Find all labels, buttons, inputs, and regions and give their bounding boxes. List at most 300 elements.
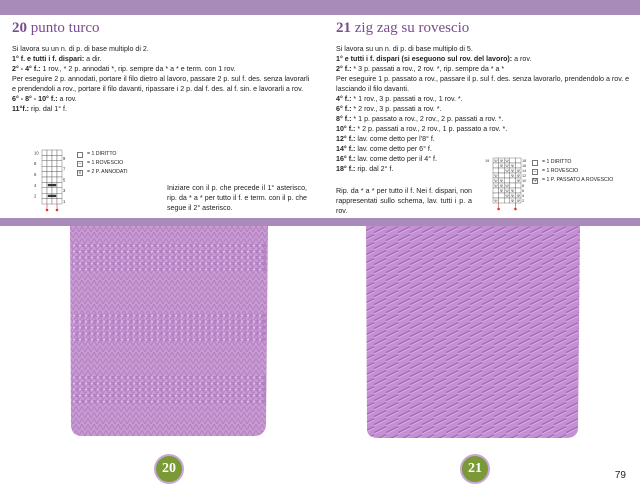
slipped-stitch-mark: Ψ bbox=[505, 193, 509, 198]
knot-bump bbox=[205, 400, 208, 403]
knot-bump bbox=[91, 338, 94, 341]
knot-bump bbox=[97, 262, 100, 265]
knot-bump bbox=[241, 262, 244, 265]
knot-bump bbox=[73, 326, 76, 329]
knot-bump bbox=[157, 314, 160, 317]
chart-cell bbox=[47, 188, 52, 193]
knot-bump bbox=[127, 268, 130, 271]
knot-bump bbox=[73, 268, 76, 271]
knot-bump bbox=[79, 326, 82, 329]
knot-bump bbox=[127, 262, 130, 265]
knot-bump bbox=[211, 400, 214, 403]
chart-cell bbox=[57, 182, 62, 187]
knot-bump bbox=[217, 332, 220, 335]
knot-bump bbox=[109, 400, 112, 403]
knot-bump bbox=[229, 250, 232, 253]
knot-bump bbox=[259, 376, 262, 379]
knot-bump bbox=[229, 268, 232, 271]
knot-bump bbox=[211, 388, 214, 391]
chart-cell bbox=[57, 188, 62, 193]
knot-bump bbox=[91, 388, 94, 391]
knot-bump bbox=[259, 382, 262, 385]
knot-bump bbox=[235, 388, 238, 391]
knot-bump bbox=[169, 338, 172, 341]
knot-bump bbox=[133, 382, 136, 385]
chart-cell bbox=[52, 199, 57, 204]
knot-bump bbox=[115, 262, 118, 265]
knot-bump bbox=[97, 400, 100, 403]
knot-bump bbox=[79, 400, 82, 403]
chart-row-number: 9 bbox=[63, 155, 66, 161]
knot-bump bbox=[157, 388, 160, 391]
knot-bump bbox=[187, 314, 190, 317]
knot-bump bbox=[247, 314, 250, 317]
knot-bump bbox=[193, 268, 196, 271]
knot-bump bbox=[229, 262, 232, 265]
knot-bump bbox=[163, 332, 166, 335]
chart-cell bbox=[42, 188, 47, 193]
knot-bump bbox=[211, 332, 214, 335]
instruction-text: a rov. bbox=[57, 95, 77, 103]
knot-bump bbox=[247, 376, 250, 379]
instruction-line bbox=[12, 74, 310, 94]
knot-bump bbox=[109, 320, 112, 323]
knot-bump bbox=[133, 400, 136, 403]
knot-bump bbox=[181, 268, 184, 271]
instruction-line bbox=[12, 44, 310, 54]
knot-bump bbox=[193, 394, 196, 397]
chart-cell bbox=[504, 173, 510, 178]
knot-bump bbox=[115, 376, 118, 379]
slipped-stitch-mark: Ψ bbox=[505, 183, 509, 188]
knot-bump bbox=[187, 382, 190, 385]
knot-bump bbox=[241, 394, 244, 397]
knot-bump bbox=[241, 338, 244, 341]
knot-bump bbox=[163, 256, 166, 259]
chart-cell bbox=[42, 182, 47, 187]
knot-bump bbox=[253, 338, 256, 341]
right-pattern-number: 21 bbox=[336, 20, 351, 36]
left-chart-note: Iniziare con il p. che precede il 1° asterisco, rip. da * a * per tutto il f. e term. con il p. che segue il 2° asterisco. bbox=[167, 184, 307, 212]
chart-row-number: 10 bbox=[522, 179, 527, 183]
knot-bump bbox=[145, 256, 148, 259]
knot-bump bbox=[217, 256, 220, 259]
knot-bump bbox=[199, 320, 202, 323]
instruction-text: a rov. bbox=[512, 55, 532, 63]
knot-bump bbox=[151, 314, 154, 317]
row-label: 10° f.: bbox=[336, 125, 356, 133]
knot-bump bbox=[151, 382, 154, 385]
knot-bump bbox=[157, 320, 160, 323]
knot-bump bbox=[181, 388, 184, 391]
knot-bump bbox=[241, 320, 244, 323]
knot-bump bbox=[223, 338, 226, 341]
knot-bump bbox=[199, 268, 202, 271]
knot-bump bbox=[205, 332, 208, 335]
knot-bump bbox=[259, 394, 262, 397]
right-pattern-title bbox=[336, 20, 469, 37]
instruction-line bbox=[12, 64, 310, 74]
knot-bump bbox=[115, 338, 118, 341]
knot-bump bbox=[103, 244, 106, 247]
legend-text: = 1 ROVESCIO bbox=[87, 160, 124, 166]
top-color-band bbox=[0, 0, 640, 15]
knot-bump bbox=[229, 256, 232, 259]
knot-bump bbox=[175, 244, 178, 247]
knot-bump bbox=[139, 314, 142, 317]
chart-cell bbox=[52, 188, 57, 193]
left-pattern-title bbox=[12, 20, 100, 37]
knot-bump bbox=[97, 268, 100, 271]
knot-bump bbox=[205, 388, 208, 391]
knot-bump bbox=[133, 326, 136, 329]
knot-bump bbox=[97, 244, 100, 247]
knot-bump bbox=[115, 256, 118, 259]
slipped-stitch-mark: Ψ bbox=[494, 158, 498, 163]
knot-bump bbox=[169, 332, 172, 335]
knot-bump bbox=[253, 244, 256, 247]
knot-bump bbox=[103, 400, 106, 403]
chart-cell bbox=[42, 172, 47, 177]
knot-bump bbox=[247, 400, 250, 403]
knot-bump bbox=[229, 244, 232, 247]
knot-bump bbox=[73, 338, 76, 341]
chart-cell bbox=[504, 198, 510, 203]
knot-bump bbox=[241, 250, 244, 253]
instruction-text: Si lavora su un n. di p. di base multiplo di 2. bbox=[12, 45, 149, 53]
section-divider bbox=[0, 218, 640, 226]
knot-bump bbox=[229, 394, 232, 397]
row-label: 8° f.: bbox=[336, 115, 352, 123]
knot-bump bbox=[103, 320, 106, 323]
knot-bump bbox=[145, 244, 148, 247]
legend-text: = 1 DIRITTO bbox=[542, 159, 572, 165]
knot-bump bbox=[145, 320, 148, 323]
knot-bump bbox=[127, 400, 130, 403]
knot-bump bbox=[193, 388, 196, 391]
chart-row-number: 8 bbox=[522, 184, 525, 188]
chart-cell bbox=[47, 161, 52, 166]
chart-cell bbox=[499, 193, 505, 198]
knot-bump bbox=[259, 320, 262, 323]
instruction-line bbox=[336, 134, 630, 144]
knot-bump bbox=[223, 256, 226, 259]
knot-bump bbox=[85, 332, 88, 335]
knot-bump bbox=[211, 394, 214, 397]
knot-bump bbox=[187, 326, 190, 329]
knot-bump bbox=[217, 250, 220, 253]
chart-cell bbox=[57, 193, 62, 198]
knot-bump bbox=[103, 394, 106, 397]
knot-bump bbox=[223, 320, 226, 323]
slipped-stitch-mark: Ψ bbox=[516, 168, 520, 173]
knot-bump bbox=[109, 244, 112, 247]
knot-bump bbox=[169, 244, 172, 247]
instruction-text: lav. come detto per l'8° f. bbox=[355, 135, 435, 143]
knot-bump bbox=[199, 250, 202, 253]
slipped-stitch-mark: Ψ bbox=[511, 163, 515, 168]
knot-bump bbox=[85, 256, 88, 259]
knot-bump bbox=[187, 394, 190, 397]
knot-bump bbox=[247, 268, 250, 271]
knot-bump bbox=[151, 326, 154, 329]
left-knit-swatch-photo bbox=[64, 226, 274, 438]
knot-bump bbox=[223, 400, 226, 403]
knot-bump bbox=[211, 326, 214, 329]
chart-cell bbox=[52, 155, 57, 160]
knot-bump bbox=[151, 268, 154, 271]
knot-bump bbox=[175, 400, 178, 403]
legend-symbol-icon bbox=[532, 160, 538, 166]
legend-symbol-icon: Ψ bbox=[533, 177, 538, 184]
row-label: 1° f. e tutti i f. dispari: bbox=[12, 55, 85, 63]
instruction-line bbox=[12, 104, 310, 114]
knot-bump bbox=[151, 332, 154, 335]
knot-bump bbox=[211, 250, 214, 253]
row-label: 6° - 8° - 10° f.: bbox=[12, 95, 58, 103]
knot-bump bbox=[217, 244, 220, 247]
knot-bump bbox=[229, 388, 232, 391]
knot-bump bbox=[91, 262, 94, 265]
knot-bump bbox=[139, 262, 142, 265]
instruction-line bbox=[12, 54, 310, 64]
knot-bump bbox=[259, 388, 262, 391]
knot-bump bbox=[121, 376, 124, 379]
knot-bump bbox=[247, 250, 250, 253]
knot-bump bbox=[109, 376, 112, 379]
knot-bump bbox=[187, 332, 190, 335]
knot-bump bbox=[73, 332, 76, 335]
legend-entry bbox=[532, 176, 613, 185]
knot-bump bbox=[259, 250, 262, 253]
knot-bump bbox=[175, 394, 178, 397]
knot-bump bbox=[85, 320, 88, 323]
knot-bump bbox=[199, 388, 202, 391]
knot-bump bbox=[193, 400, 196, 403]
knot-bump bbox=[247, 262, 250, 265]
knot-bump bbox=[217, 400, 220, 403]
knot-bump bbox=[181, 262, 184, 265]
knot-bump bbox=[79, 388, 82, 391]
instruction-text: rip. dal 2° f. bbox=[355, 165, 394, 173]
knot-bump bbox=[109, 250, 112, 253]
chart-cell bbox=[42, 150, 47, 155]
knot-bump bbox=[163, 262, 166, 265]
knot-bump bbox=[73, 394, 76, 397]
knot-bump bbox=[127, 394, 130, 397]
chart-row-number: 12 bbox=[522, 174, 527, 178]
knot-bump bbox=[241, 332, 244, 335]
knot-bump bbox=[139, 382, 142, 385]
knot-bump bbox=[181, 376, 184, 379]
knot-bump bbox=[91, 320, 94, 323]
knot-bump bbox=[97, 326, 100, 329]
knot-bump bbox=[151, 250, 154, 253]
chart-row-number: 18 bbox=[522, 159, 527, 163]
knot-bump bbox=[157, 376, 160, 379]
knot-bump bbox=[139, 320, 142, 323]
knot-bump bbox=[115, 388, 118, 391]
knot-bump bbox=[199, 326, 202, 329]
knot-bump bbox=[109, 268, 112, 271]
knot-bump bbox=[253, 388, 256, 391]
knot-bump bbox=[187, 338, 190, 341]
knot-bump bbox=[79, 320, 82, 323]
knot-bump bbox=[175, 314, 178, 317]
slipped-stitch-mark: Ψ bbox=[511, 168, 515, 173]
instruction-line bbox=[336, 124, 630, 134]
chart-row-number: 3 bbox=[63, 188, 66, 194]
knot-bump bbox=[253, 382, 256, 385]
knot-bump bbox=[139, 268, 142, 271]
instruction-line bbox=[336, 114, 630, 124]
slipped-stitch-mark: Ψ bbox=[505, 168, 509, 173]
knot-bump bbox=[73, 320, 76, 323]
knot-bump bbox=[103, 376, 106, 379]
knot-bump bbox=[97, 388, 100, 391]
knot-bump bbox=[175, 338, 178, 341]
knot-bump bbox=[157, 244, 160, 247]
knot-bump bbox=[79, 250, 82, 253]
knot-bump bbox=[259, 262, 262, 265]
knot-bump bbox=[217, 376, 220, 379]
knot-bump bbox=[73, 382, 76, 385]
knot-bump bbox=[247, 388, 250, 391]
knot-bump bbox=[91, 394, 94, 397]
knot-bump bbox=[133, 314, 136, 317]
knot-bump bbox=[127, 338, 130, 341]
knot-bump bbox=[91, 256, 94, 259]
knot-bump bbox=[235, 400, 238, 403]
instruction-text: lav. come detto per 6° f. bbox=[355, 145, 432, 153]
knot-bump bbox=[97, 332, 100, 335]
knot-bump bbox=[127, 376, 130, 379]
slipped-stitch-mark: Ψ bbox=[516, 193, 520, 198]
knot-bump bbox=[253, 376, 256, 379]
knot-bump bbox=[175, 256, 178, 259]
knot-bump bbox=[85, 326, 88, 329]
knot-bump bbox=[241, 376, 244, 379]
knot-bump bbox=[145, 382, 148, 385]
knot-bump bbox=[145, 400, 148, 403]
knot-bump bbox=[205, 244, 208, 247]
knot-bump bbox=[121, 400, 124, 403]
knot-bump bbox=[223, 376, 226, 379]
left-instructions bbox=[12, 44, 310, 114]
knot-bump bbox=[133, 388, 136, 391]
right-chart-note: Rip. da * a * per tutto il f. Nei f. dispari, non rappresentati sullo schema, lav. tutti i p. a rov. bbox=[336, 187, 472, 215]
knot-bump bbox=[109, 388, 112, 391]
knot-bump bbox=[157, 394, 160, 397]
knot-bump bbox=[145, 332, 148, 335]
knot-bump bbox=[241, 382, 244, 385]
knot-bump bbox=[235, 314, 238, 317]
chart-cell bbox=[42, 161, 47, 166]
slipped-stitch-mark: Ψ bbox=[494, 183, 498, 188]
knot-bump bbox=[181, 332, 184, 335]
knot-bump bbox=[211, 320, 214, 323]
knot-bump bbox=[169, 320, 172, 323]
instruction-text: * 2 p. passati a rov., 2 rov., 1 p. passato a rov. *. bbox=[355, 125, 508, 133]
knot-bump bbox=[85, 314, 88, 317]
knot-bump bbox=[169, 326, 172, 329]
knot-bump bbox=[103, 262, 106, 265]
knot-bump bbox=[217, 394, 220, 397]
knot-bump bbox=[217, 268, 220, 271]
knot-bump bbox=[229, 400, 232, 403]
knot-bump bbox=[211, 256, 214, 259]
knot-bump bbox=[169, 382, 172, 385]
knot-bump bbox=[133, 332, 136, 335]
chart-cell bbox=[57, 155, 62, 160]
knot-bump bbox=[169, 256, 172, 259]
chart-row-number: 2 bbox=[34, 193, 37, 199]
row-label: 11°f.: bbox=[12, 105, 30, 113]
knot-bump bbox=[127, 244, 130, 247]
knot-bump bbox=[253, 332, 256, 335]
slipped-stitch-mark: Ψ bbox=[516, 198, 520, 203]
knot-bump bbox=[109, 338, 112, 341]
knot-bump bbox=[241, 326, 244, 329]
knot-bump bbox=[109, 262, 112, 265]
knot-bump bbox=[199, 376, 202, 379]
knot-bump bbox=[121, 262, 124, 265]
slipped-stitch-mark: Ψ bbox=[499, 188, 504, 193]
slipped-stitch-mark: Ψ bbox=[505, 163, 509, 168]
knot-bump bbox=[79, 332, 82, 335]
knot-bump bbox=[133, 338, 136, 341]
chart-row-number: 16 bbox=[522, 164, 527, 168]
slipped-stitch-mark: Ψ bbox=[516, 178, 520, 183]
left-pattern-badge: 20 bbox=[154, 454, 184, 484]
knot-bump bbox=[253, 262, 256, 265]
knot-bump bbox=[133, 268, 136, 271]
knot-bump bbox=[253, 268, 256, 271]
knot-bump bbox=[247, 394, 250, 397]
slipped-stitch-mark: Ψ bbox=[499, 163, 504, 168]
knot-bump bbox=[235, 268, 238, 271]
knot-bump bbox=[115, 400, 118, 403]
chart-cell bbox=[52, 177, 57, 182]
knot-bump bbox=[259, 244, 262, 247]
knot-bump bbox=[79, 256, 82, 259]
knot-bump bbox=[193, 376, 196, 379]
knot-bump bbox=[181, 244, 184, 247]
right-pattern-badge: 21 bbox=[460, 454, 490, 484]
knot-bump bbox=[217, 338, 220, 341]
knot-bump bbox=[205, 376, 208, 379]
instruction-line bbox=[336, 104, 630, 114]
chart-cell bbox=[52, 150, 57, 155]
row-label: 2° - 4° f.: bbox=[12, 65, 41, 73]
knot-bump bbox=[229, 382, 232, 385]
knot-bump bbox=[259, 338, 262, 341]
knot-bump bbox=[169, 262, 172, 265]
knot-bump bbox=[163, 376, 166, 379]
slipped-stitch-mark: Ψ bbox=[499, 183, 504, 188]
knot-bump bbox=[169, 394, 172, 397]
chart-cell bbox=[57, 161, 62, 166]
slipped-stitch-mark: Ψ bbox=[499, 178, 504, 183]
chart-row-number: 4 bbox=[522, 194, 525, 198]
knot-bump bbox=[133, 244, 136, 247]
right-instructions bbox=[336, 44, 630, 174]
knot-bump bbox=[145, 326, 148, 329]
knot-bump bbox=[169, 268, 172, 271]
knot-bump bbox=[103, 256, 106, 259]
knot-bump bbox=[235, 332, 238, 335]
knot-bump bbox=[97, 256, 100, 259]
